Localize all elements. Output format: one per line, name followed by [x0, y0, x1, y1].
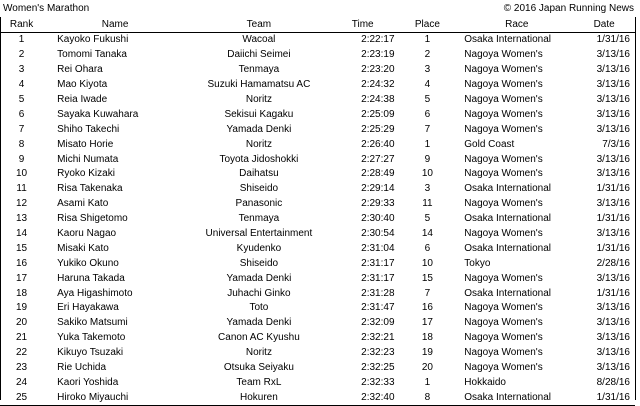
team-cell: Universal Entertainment [205, 228, 313, 240]
rank-cell: 11 [16, 183, 27, 195]
date-cell: 1/31/16 [596, 242, 630, 254]
date-cell: 1/31/16 [596, 287, 630, 299]
rank-cell: 22 [16, 347, 28, 359]
time-cell: 2:25:29 [361, 123, 395, 135]
race-cell: Hokkaido [464, 376, 506, 388]
race-cell: Nagoya Women's [464, 79, 543, 91]
name-cell: Haruna Takada [57, 272, 125, 284]
team-cell: Noritz [245, 138, 272, 150]
race-cell: Nagoya Women's [464, 153, 543, 165]
time-cell: 2:23:19 [361, 49, 395, 61]
team-cell: Juhachi Ginko [227, 287, 291, 299]
place-cell: 2 [424, 49, 431, 61]
rank-cell: 6 [18, 108, 25, 120]
table-row [0, 301, 635, 316]
date-cell: 1/31/16 [596, 213, 630, 225]
table-row [0, 390, 635, 405]
name-cell: Rie Uchida [57, 362, 107, 374]
rankings-table [0, 17, 635, 406]
rank-cell: 17 [16, 272, 28, 284]
team-cell: Yamada Denki [226, 272, 292, 284]
date-cell: 2/28/16 [596, 257, 630, 269]
table-row [0, 152, 635, 167]
race-cell: Nagoya Women's [464, 64, 543, 76]
team-cell: Tenmaya [238, 64, 280, 76]
name-cell: Mao Kiyota [57, 79, 108, 91]
place-cell: 3 [424, 64, 431, 76]
place-cell: 19 [421, 347, 433, 359]
column-header-date: Date [573, 17, 635, 33]
name-cell: Kikuyo Tsuzaki [57, 347, 124, 359]
date-cell: 3/13/16 [596, 198, 630, 210]
place-cell: 14 [421, 228, 433, 240]
race-cell: Gold Coast [464, 138, 515, 150]
team-cell: Sekisui Kagaku [224, 108, 294, 120]
date-cell: 3/13/16 [596, 302, 630, 314]
race-cell: Nagoya Women's [464, 198, 543, 210]
sheet-title: Women's Marathon [3, 3, 90, 14]
rank-cell: 5 [18, 94, 25, 105]
date-cell: 3/13/16 [596, 64, 630, 76]
name-cell: Kaori Yoshida [57, 376, 119, 388]
date-cell: 3/13/16 [596, 153, 630, 165]
time-cell: 2:27:27 [361, 153, 395, 165]
header-row [0, 17, 635, 33]
name-cell: Asami Kato [57, 198, 109, 210]
team-cell: Suzuki Hamamatsu AC [207, 79, 311, 91]
date-cell: 7/3/16 [602, 138, 630, 150]
rank-cell: 18 [16, 287, 28, 299]
column-header-time: Time [331, 17, 395, 33]
name-cell: Hiroko Miyauchi [43, 390, 187, 405]
name-cell: Michi Numata [57, 153, 119, 165]
table-row [0, 375, 635, 390]
date-cell: 3/13/16 [596, 168, 630, 180]
rank-cell: 4 [18, 79, 25, 91]
date-cell: 3/13/16 [596, 49, 630, 61]
race-cell: Nagoya Women's [464, 94, 543, 105]
name-cell: Reia Iwade [57, 94, 108, 105]
race-cell: Nagoya Women's [464, 168, 543, 180]
team-cell: Yamada Denki [226, 123, 292, 135]
team-cell: Hokuren [187, 390, 331, 405]
name-cell: Misaki Kato [57, 242, 109, 254]
table-row [0, 93, 635, 108]
table-row [0, 197, 635, 212]
time-cell: 2:29:33 [361, 198, 395, 210]
race-cell: Tokyo [464, 257, 491, 269]
team-cell: Canon AC Kyushu [218, 332, 300, 344]
table-row [0, 122, 635, 137]
name-cell: Sayaka Kuwahara [57, 108, 139, 120]
place-cell: 16 [421, 302, 433, 314]
time-cell: 2:32:21 [361, 332, 395, 344]
table-row [0, 241, 635, 256]
time-cell: 2:31:28 [361, 287, 395, 299]
name-cell: Misato Horie [57, 138, 114, 150]
table-row [0, 346, 635, 361]
time-cell: 2:25:09 [361, 108, 395, 120]
place-cell: 10 [421, 257, 433, 269]
place-cell: 7 [424, 287, 431, 299]
place-cell: 17 [421, 317, 433, 329]
date-cell: 1/31/16 [573, 390, 635, 405]
place-cell: 3 [424, 183, 431, 195]
name-cell: Yukiko Okuno [57, 257, 119, 269]
name-cell: Kayoko Fukushi [57, 34, 129, 46]
name-cell: Shiho Takechi [57, 123, 120, 135]
time-cell: 2:32:33 [361, 376, 395, 388]
place-cell: 6 [424, 242, 431, 254]
place-cell: 18 [421, 332, 433, 344]
race-cell: Nagoya Women's [464, 347, 543, 359]
race-cell: Nagoya Women's [464, 228, 543, 240]
rank-cell: 21 [16, 332, 28, 344]
table-row [0, 331, 635, 346]
team-cell: Yamada Denki [226, 317, 292, 329]
place-cell: 1 [424, 138, 431, 150]
time-cell: 2:31:17 [361, 272, 395, 284]
place-cell: 10 [421, 168, 433, 180]
place-cell: 6 [424, 108, 431, 120]
time-cell: 2:23:20 [361, 64, 395, 76]
rank-cell: 24 [16, 376, 28, 388]
race-cell: Osaka International [460, 390, 573, 405]
time-cell: 2:28:49 [361, 168, 395, 180]
time-cell: 2:30:40 [361, 213, 395, 225]
team-cell: Daihatsu [239, 168, 279, 180]
table-row [0, 182, 635, 197]
race-cell: Osaka International [464, 242, 551, 254]
table-row [0, 78, 635, 93]
rank-cell: 19 [16, 302, 28, 314]
place-cell: 1 [424, 376, 431, 388]
table-row [0, 361, 635, 376]
race-cell: Osaka International [464, 34, 551, 46]
place-cell: 9 [424, 153, 431, 165]
time-cell: 2:31:17 [361, 257, 395, 269]
team-cell: Wacoal [242, 34, 276, 46]
rank-cell: 7 [18, 123, 25, 135]
race-cell: Nagoya Women's [464, 302, 543, 314]
date-cell: 3/13/16 [596, 94, 630, 105]
table-row [0, 63, 635, 78]
name-cell: Ryoko Kizaki [57, 168, 115, 180]
table-row [0, 227, 635, 242]
place-cell: 20 [421, 362, 433, 374]
date-cell: 3/13/16 [596, 79, 630, 91]
race-cell: Osaka International [464, 213, 551, 225]
time-cell: 2:29:14 [361, 183, 395, 195]
time-cell: 2:32:23 [361, 347, 395, 359]
table-row [0, 271, 635, 286]
time-cell: 2:31:47 [361, 302, 395, 314]
table-row [0, 33, 635, 48]
date-cell: 8/28/16 [596, 376, 630, 388]
team-cell: Toyota Jidoshokki [219, 153, 299, 165]
rank-cell: 14 [16, 228, 28, 240]
rank-cell: 1 [18, 34, 25, 46]
table-body [0, 33, 635, 406]
race-cell: Nagoya Women's [464, 332, 543, 344]
table-row [0, 286, 635, 301]
race-cell: Nagoya Women's [464, 49, 543, 61]
table-row [0, 212, 635, 227]
table-row [0, 256, 635, 271]
title-row [0, 0, 640, 17]
time-cell: 2:30:54 [361, 228, 395, 240]
rank-cell: 3 [18, 64, 25, 76]
rank-cell: 12 [16, 198, 28, 210]
date-cell: 3/13/16 [596, 272, 630, 284]
rank-cell: 9 [18, 153, 25, 165]
race-cell: Nagoya Women's [464, 123, 543, 135]
race-cell: Nagoya Women's [464, 108, 543, 120]
race-cell: Osaka International [464, 287, 551, 299]
place-cell: 15 [421, 272, 433, 284]
name-cell: Eri Hayakawa [57, 302, 119, 314]
place-cell: 8 [395, 390, 461, 405]
date-cell: 1/31/16 [596, 183, 630, 195]
date-cell: 3/13/16 [596, 108, 630, 120]
time-cell: 2:22:17 [361, 34, 395, 46]
rank-cell: 10 [16, 168, 28, 180]
place-cell: 4 [424, 79, 431, 91]
team-cell: Daiichi Seimei [227, 49, 291, 61]
time-cell: 2:24:38 [361, 94, 395, 105]
team-cell: Kyudenko [236, 242, 282, 254]
rank-cell: 2 [18, 49, 25, 61]
column-header-rank: Rank [0, 17, 43, 33]
table-row [0, 48, 635, 63]
rank-cell: 13 [16, 213, 28, 225]
team-cell: Panasonic [235, 198, 283, 210]
column-header-place: Place [395, 17, 461, 33]
team-cell: Tenmaya [238, 213, 280, 225]
column-header-team: Team [187, 17, 331, 33]
name-cell: Yuka Takemoto [57, 332, 126, 344]
rank-cell: 15 [16, 242, 28, 254]
team-cell: Shiseido [239, 183, 279, 195]
date-cell: 3/13/16 [596, 332, 630, 344]
place-cell: 7 [424, 123, 431, 135]
name-cell: Aya Higashimoto [57, 287, 133, 299]
date-cell: 3/13/16 [596, 123, 630, 135]
team-cell: Shiseido [239, 257, 279, 269]
date-cell: 1/31/16 [596, 34, 630, 46]
place-cell: 5 [424, 94, 431, 105]
name-cell: Kaoru Nagao [57, 228, 117, 240]
race-cell: Osaka International [464, 183, 551, 195]
table-row [0, 137, 635, 152]
date-cell: 3/13/16 [596, 317, 630, 329]
name-cell: Risa Shigetomo [57, 213, 128, 225]
time-cell: 2:24:32 [361, 79, 395, 91]
name-cell: Sakiko Matsumi [57, 317, 128, 329]
date-cell: 3/13/16 [596, 228, 630, 240]
place-cell: 5 [424, 213, 431, 225]
time-cell: 2:32:40 [331, 390, 395, 405]
race-cell: Nagoya Women's [464, 272, 543, 284]
rank-cell: 16 [16, 257, 28, 269]
name-cell: Tomomi Tanaka [57, 49, 127, 61]
team-cell: Team RxL [236, 376, 282, 388]
name-cell: Rei Ohara [57, 64, 103, 76]
column-header-race: Race [460, 17, 573, 33]
time-cell: 2:32:09 [361, 317, 395, 329]
race-cell: Nagoya Women's [464, 362, 543, 374]
column-header-name: Name [43, 17, 187, 33]
copyright-notice: © 2016 Japan Running News [503, 3, 634, 14]
date-cell: 3/13/16 [596, 362, 630, 374]
team-cell: Toto [249, 302, 269, 314]
time-cell: 2:26:40 [361, 138, 395, 150]
team-cell: Otsuka Seiyaku [223, 362, 294, 374]
team-cell: Noritz [245, 94, 272, 105]
table-row [0, 167, 635, 182]
table-row [0, 107, 635, 122]
rank-cell: 25 [0, 390, 43, 405]
date-cell: 3/13/16 [596, 347, 630, 359]
time-cell: 2:31:04 [361, 242, 395, 254]
place-cell: 11 [422, 198, 433, 210]
rank-cell: 8 [18, 138, 25, 150]
name-cell: Risa Takenaka [57, 183, 123, 195]
team-cell: Noritz [245, 347, 272, 359]
time-cell: 2:32:25 [361, 362, 395, 374]
race-cell: Nagoya Women's [464, 317, 543, 329]
table-row [0, 316, 635, 331]
rank-cell: 20 [16, 317, 28, 329]
rank-cell: 23 [16, 362, 28, 374]
place-cell: 1 [424, 34, 431, 46]
